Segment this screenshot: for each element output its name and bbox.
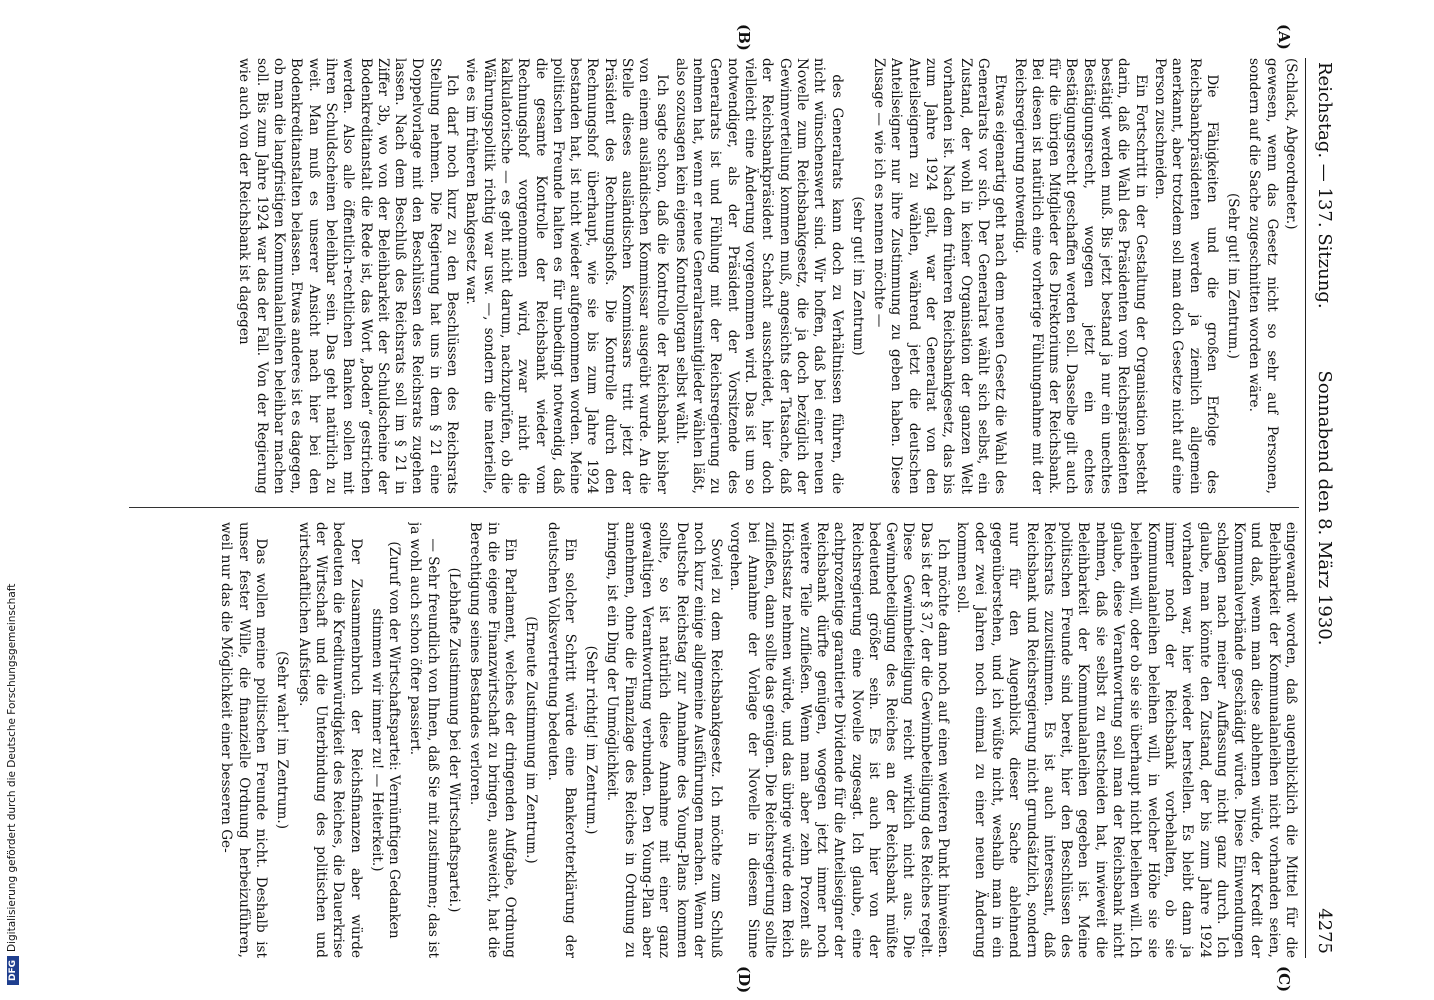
paragraph: Die Fähigkeiten und die großen Erfolge des Reichsbankpräsidenten werden ja ziemlich allgemein anerkannt, aber trotzdem soll man doch Gesetze nicht auf eine Person zuschneiden.: [1151, 58, 1220, 494]
header-rule: [1305, 58, 1306, 958]
column-divider: [129, 507, 1299, 508]
interjection: (Sehr wahr! im Zentrum.): [274, 650, 291, 830]
interjection: (Erneute Zustimmung im Zentrum.): [523, 616, 540, 864]
running-header: [1309, 58, 1339, 958]
paragraph: — Sehr freundlich von Ihnen, daß Sie mit zustimmen; das ist ja wohl auch schon öfter passiert.: [407, 522, 441, 958]
page-number: 4275: [1314, 908, 1335, 954]
paragraph: gewesen, wenn das Gesetz nicht so sehr auf Personen, sondern auf die Sache zugeschnitten worden wäre.: [1246, 58, 1280, 494]
paragraph: Das wollen meine politischen Freunde nicht. Deshalb ist unser fester Wille, die finanzielle Ordnung herbeizuführen, weil nur das die Möglichkeit einer besseren Ge-: [218, 522, 270, 958]
header-left: Reichstag. — 137. Sitzung.: [1314, 62, 1335, 309]
margin-marker-d: (D): [735, 966, 753, 994]
header-date: Sonnabend den 8. März 1930.: [1314, 370, 1335, 646]
paragraph: Ich sagte schon, daß die Kontrolle der Reichsbank bisher von einem ausländischen Kommissar ausgeübt wurde. An die Stelle dieses ausländischen Kommissars tritt jetzt der Präsident des Rechnungshofs. Die Kontrolle durch den Rechnungshof überhaupt, wie sie bis zum Jahre 1924 bestanden hat, ist nicht wieder aufgenommen worden. Meine politischen Freunde halten es für unbedingt notwendig, daß die gesamte Kontrolle der Reichsbank wieder vom Rechnungshof vorgenommen wird, zwar nicht die kalkulatorische — es geht nicht darum, nachzuprüfen, ob die Währungspolitik richtig war usw. —, sondern die materielle, wie es im früheren Bankgesetz war.: [463, 58, 670, 494]
paragraph: Etwas eigenartig geht nach dem neuen Gesetz die Wahl des Generalrats vor sich. Der Generalrat wählt sich selbst, ein Zustand, der wohl in keiner Organisation der ganzen Welt vorhanden ist. Nach dem früheren Reichsbankgesetz, das bis zum Jahre 1924 galt, war der Generalrat von den Anteilseignern zu wählen, während jetzt die deutschen Anteilseigner nur ihre Zustimmung zu geben haben. Diese Zusage — wie ich es nennen möchte —: [871, 58, 1009, 494]
interjection: (Sehr richtig! im Zentrum.): [583, 645, 600, 835]
paragraph: Ich möchte dann noch auf einen weiteren Punkt hinweisen. Das ist der § 37, der die Gewinnbeteiligung des Reiches regelt. Diese Gewinnbeteiligung reicht wirklich nicht aus. Die Gewinnbeteiligung des Reiches an der Reichsbank müßte bedeutend größer sein. Es ist auch hier von der Reichsregierung eine Novelle zugesagt. Ich glaube, eine achtprozentige garantierte Dividende für die Anteilseigner der Reichsbank dürfte genügen, wogegen jetzt immer noch weitere Teile zufließen. Wenn man aber zehn Prozent als Höchstsatz nehmen würde, und das übrige würde dem Reich zufließen, dann sollte das genügen. Die Reichsregierung sollte bei Annahme der Vorlage der Novelle in diesem Sinne vorgehen.: [727, 522, 952, 958]
interjection: (Sehr gut! im Zentrum.): [1225, 193, 1242, 359]
footer-text: Digitalisierung gefördert durch die Deutsche Forschungsgemeinschaft: [6, 583, 18, 952]
paragraph: Ein solcher Schritt würde eine Bankerotterklärung der deutschen Volksvertretung bedeuten.: [544, 522, 578, 958]
dfg-logo: DFG: [7, 956, 19, 985]
paragraph: Ein Parlament, welches der dringenden Aufgabe, Ordnung in die eigene Finanzwirtschaft zu bringen, ausweicht, hat die Berechtigung seines Bestandes verloren.: [467, 522, 518, 958]
paragraph: des Generalrats kann doch zu Verhältnissen führen, die nicht wünschenswert sind. Wir hoffen, daß bei einer neuen Novelle zum Reichsbankgesetz, die ja doch bezüglich der Gewinnverteilung kommen muß, angesichts der Tatsache, daß der Reichsbankpräsident Schacht ausscheidet, hier doch vielleicht eine Änderung vorgenommen wird. Das ist um so notwendiger, als der Präsident der Vorsitzende des Generalrats ist und Fühlung mit der Reichsregierung zu nehmen hat, wenn er neue Generalratsmitglieder wählen läßt, also sozusagen kein eigenes Kontrollorgan selbst wählt.: [672, 58, 845, 494]
interjection: (Zuruf von der Wirtschaftspartei: Vernünftigen Gedanken stimmen wir immer zu! — Heiterkeit.): [368, 541, 403, 939]
paragraph: Der Zusammenbruch der Reichsfinanzen aber würde bedeuten die Kreditunwürdigkeit des Reiches, die Dauerkrise der Wirtschaft und die Unterbindung des politischen und wirtschaftlichen Aufstiegs.: [295, 522, 364, 958]
digitization-footer: [6, 583, 19, 985]
margin-marker-b: (B): [735, 24, 753, 51]
paragraph: Ich darf noch kurz zu den Beschlüssen des Reichsrats Stellung nehmen. Die Regierung hat uns in dem § 21 eine Doppelvorlage mit den Beschlüssen des Reichsrats zugehen lassen. Nach dem Beschluß des Reichsrats soll im § 21 in Ziffer 3b, wo von der Beleihbarkeit der Schuldscheine der Bodenkreditanstalt die Rede ist, das Wort „Boden“ gestrichen werden. Also alle öffentlich-rechtlichen Banken sollen mit ihren Schuldscheinen beleihbar sein. Das geht natürlich zu weit. Man muß es unserer Ansicht nach hier bei den Bodenkreditanstalten belassen. Etwas anderes ist es dagegen, ob man die langfristigen Kommunalanleihen beleihbar machen soll. Bis zum Jahre 1924 war das der Fall. Von der Regierung wie auch von der Reichsbank ist dagegen: [236, 58, 461, 494]
paragraph: Ein Fortschritt in der Gestaltung der Organisation besteht darin, daß die Wahl des Präsidenten vom Reichspräsidenten bestätigt werden muß. Bis jetzt bestand ja nur ein unechtes Bestätigungsrecht, wogegen jetzt ein echtes Bestätigungsrecht geschaffen werden soll. Dasselbe gilt auch für die übrigen Mitglieder des Direktoriums der Reichsbank. Bei diesen ist natürlich eine vorherige Fühlungnahme mit der Reichsregierung notwendig.: [1011, 58, 1149, 494]
margin-marker-c: (C): [1275, 966, 1293, 993]
margin-marker-a: (A): [1275, 24, 1293, 50]
interjection: (Lebhafte Zustimmung bei der Wirtschaftspartei.): [446, 567, 463, 913]
left-column: [129, 58, 1299, 494]
paragraph: Soviel zu dem Reichsbankgesetz. Ich möchte zum Schluß noch kurz einige allgemeine Ausführungen machen. Wenn der Deutsche Reichstag zur Annahme des Young-Plans kommen sollte, so ist natürlich diese Annahme mit einer ganz gewaltigen Verantwortung verbunden. Den Young-Plan aber annehmen, ohne die Finanzlage des Reiches in Ordnung zu bringen, ist ein Ding der Unmöglichkeit.: [604, 522, 725, 958]
paragraph: (Schlack, Abgeordneter.): [1283, 58, 1299, 230]
paragraph: eingewandt worden, daß augenblicklich die Mittel für die Beleihbarkeit der Kommunalanleihen nicht vorhanden seien, und daß, wenn man diese ablehnen würde, der Kredit der Kommunalverbände geschädigt würde. Diese Einwendungen schlagen nach meiner Auffassung nicht ganz durch. Ich glaube, man könnte den Zustand, der bis zum Jahre 1924 vorhanden war, hier wieder herstellen. Es bleibt dann ja immer noch der Reichsbank vorbehalten, ob sie Kommunalanleihen beleihen will, in welcher Höhe sie sie beleihen will, oder ob sie sie überhaupt nicht beleihen will. Ich glaube, diese Verantwortung soll man der Reichsbank nicht nehmen, daß sie selbst zu entscheiden hat, inwieweit die Beleihbarkeit der Kommunalanleihen gegeben ist. Meine politischen Freunde sind bereit, hier den Beschlüssen des Reichsrats zuzustimmen. Es ist auch interessant, daß Reichsbank und Reichsregierung nicht grundsätzlich, sondern nur für den Augenblick dieser Sache ablehnend gegenüberstehen, und ich wüßte nicht, weshalb man in ein oder zwei Jahren noch einmal zu einer neuen Änderung kommen soll.: [954, 522, 1299, 958]
rotated-page: [109, 24, 1339, 994]
right-column: [129, 522, 1299, 958]
interjection: (sehr gut! im Zentrum): [849, 196, 866, 356]
